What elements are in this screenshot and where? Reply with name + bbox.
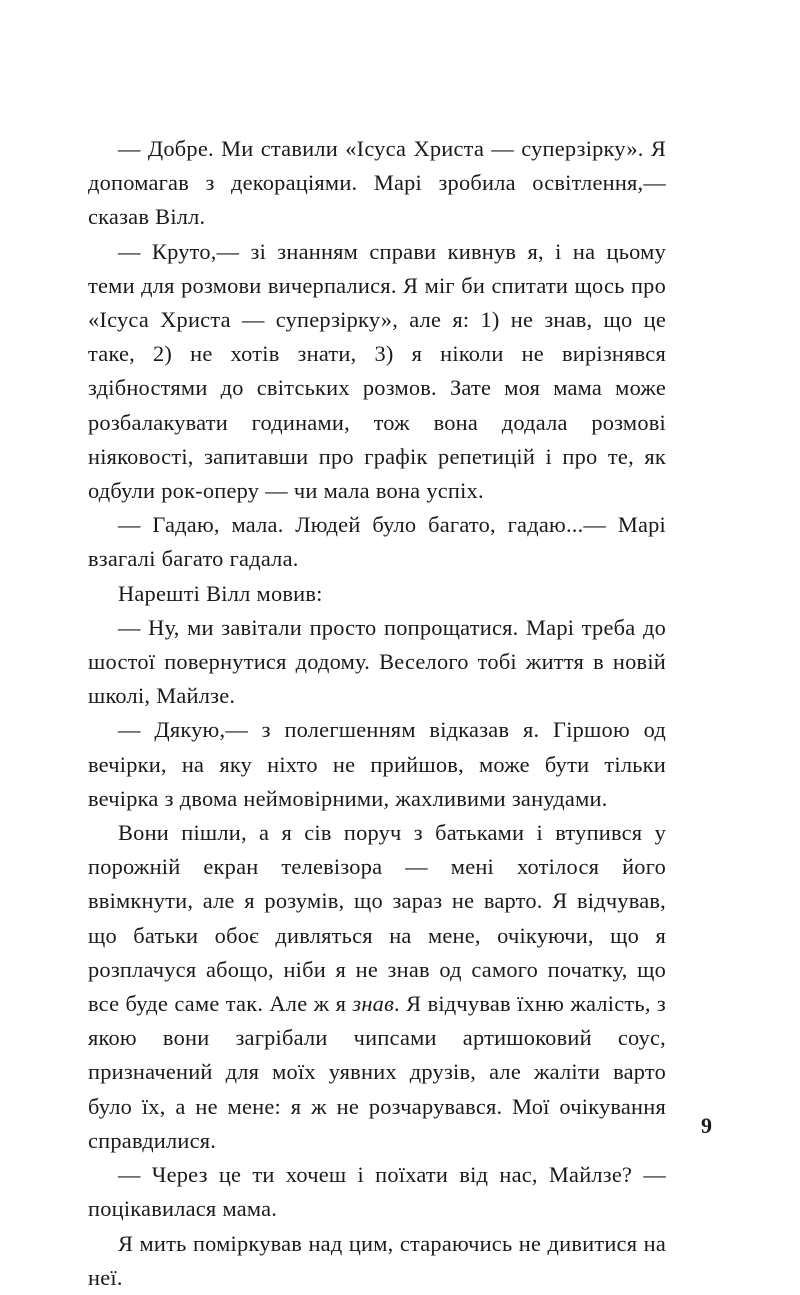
page-number: 9 <box>701 1113 712 1138</box>
paragraph: — Круто,— зі знанням справи кивнув я, і на цьому теми для розмови вичерпалися. Я міг би спитати щось про «Ісуса Христа — суперзірку», але я: 1) не знав, що це таке, 2) не хотів знати, 3) я ніколи не вирізнявся здібностями до світських розмов. Зате моя мама може розбалакувати годинами, тож вона додала розмові ніяковості, запитавши про графік репетицій і про те, як одбули рок-оперу — чи мала вона успіх. <box>88 238 666 504</box>
paragraph: — Добре. Ми ставили «Ісуса Христа — суперзірку». Я допомагав з декораціями. Марі зробила освітлення,— сказав Вілл. <box>88 136 666 230</box>
page-text-block <box>88 132 666 1295</box>
paragraph: — Через це ти хочеш і поїхати від нас, Майлзе? — поцікавилася мама. <box>88 1162 666 1222</box>
paragraph: — Ну, ми завітали просто попрощатися. Марі треба до шостої повернутися додому. Веселого тобі життя в новій школі, Майлзе. <box>88 614 666 709</box>
paragraph: Я мить поміркував над цим, стараючись не дивитися на неї. <box>88 1230 666 1290</box>
paragraph: Вони пішли, а я сів поруч з батьками і втупився у порожній екран телевізора — мені хотілося його ввімкнути, але я розумів, що зараз не варто. Я відчував, що батьки обоє дивляться на мене, очікуючи, що я розплачуся абощо, ніби я не знав од самого початку, що все буде саме так. Але ж я знав. Я відчував їхню жалість, з якою вони загрібали чипсами артишоковий соус, призначений для моїх уявних друзів, але жаліти варто було їх, а не мене: я ж не розчарувався. Мої очікування справдилися. <box>88 820 667 1153</box>
paragraph: — Дякую,— з полегшенням відказав я. Гіршою од вечірки, на яку ніхто не прийшов, може бути тільки вечірка з двома неймовірними, жахливими занудами. <box>88 717 666 811</box>
paragraph: — Гадаю, мала. Людей було багато, гадаю...— Марі взагалі багато гадала. <box>88 512 666 572</box>
paragraph: Нарешті Вілл мовив: <box>118 580 323 606</box>
emphasized-word: знав <box>352 991 395 1017</box>
